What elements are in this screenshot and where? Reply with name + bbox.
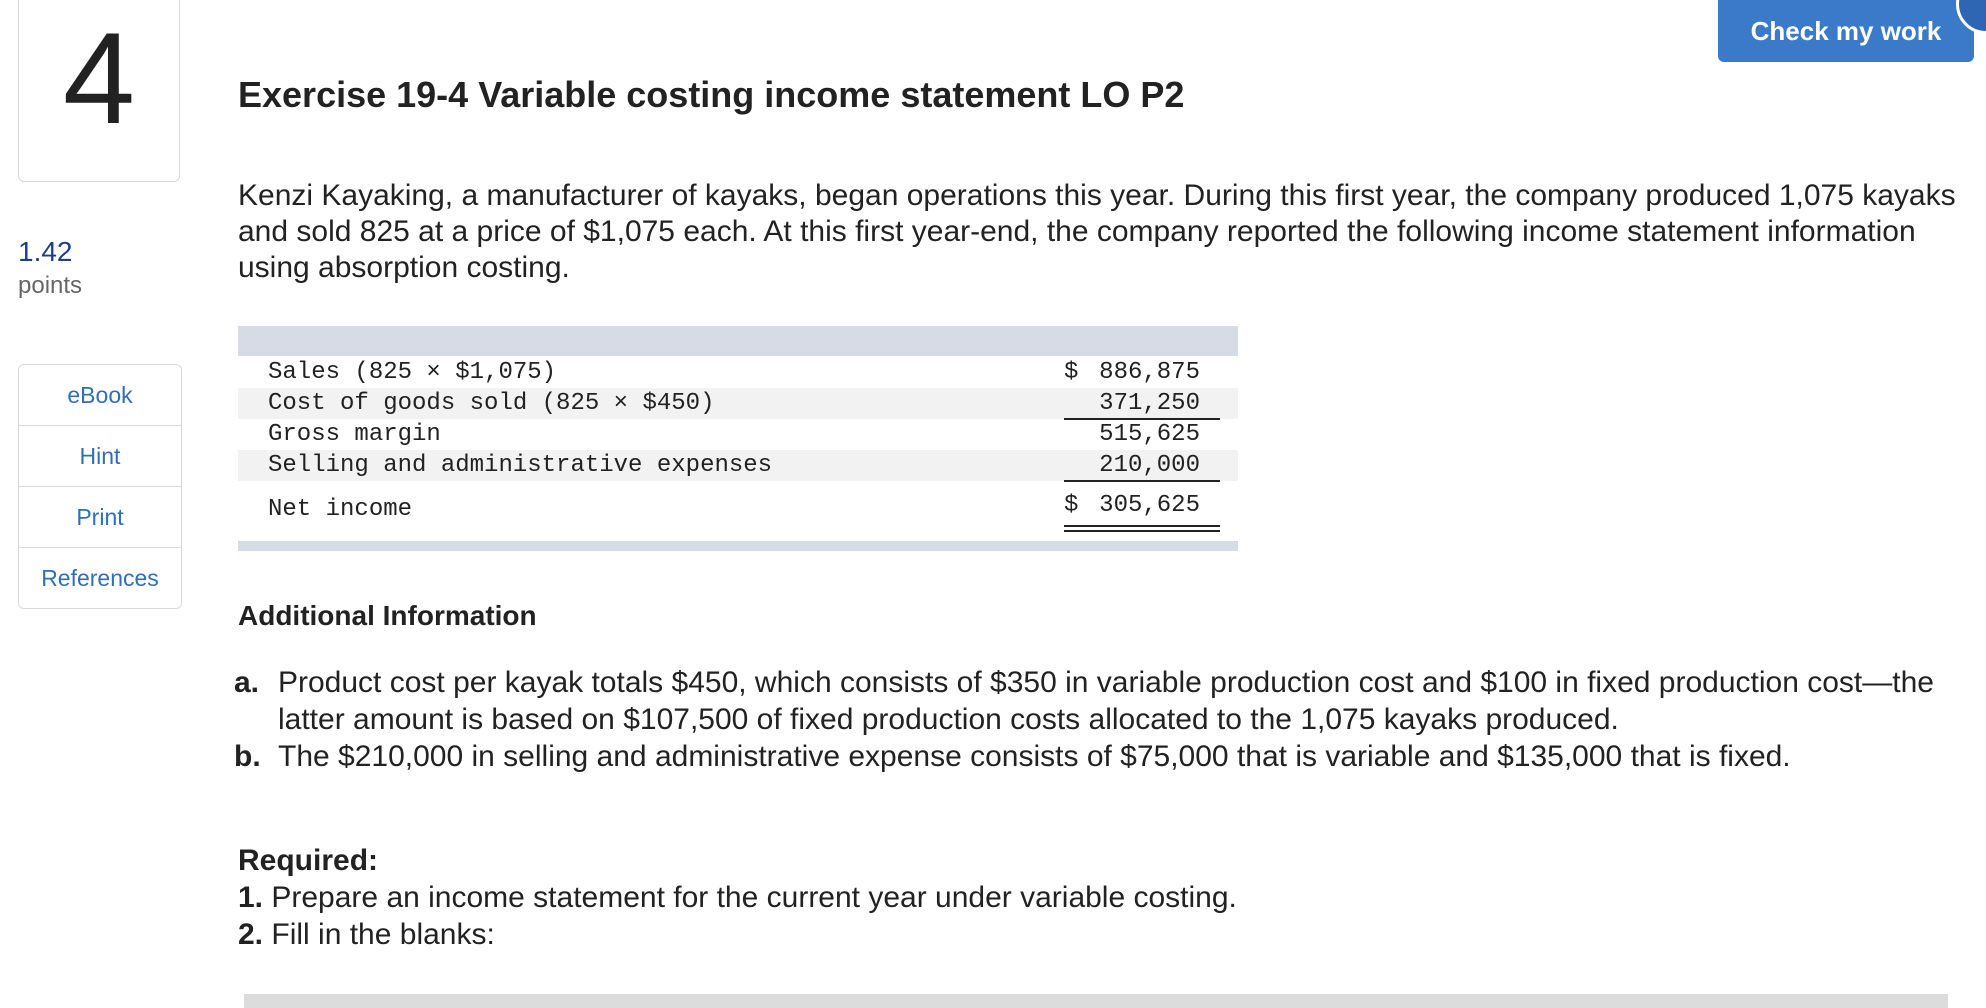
additional-info-heading: Additional Information <box>238 600 537 631</box>
print-link[interactable]: Print <box>19 486 181 547</box>
statement-label: Gross margin <box>268 421 441 448</box>
statement-amount: 371,250 <box>1099 390 1200 417</box>
exercise-title: Exercise 19-4 Variable costing income statement LO P2 <box>238 74 1185 115</box>
statement-amount: 305,625 <box>1099 492 1200 519</box>
next-section-bar <box>244 994 1948 1008</box>
required-item <box>238 879 1237 916</box>
statement-footer-bar <box>238 541 1238 551</box>
total-double-rule <box>1064 525 1220 527</box>
tools-panel <box>18 364 182 609</box>
question-number: 4 <box>62 5 136 151</box>
statement-amount: 515,625 <box>1099 421 1200 448</box>
question-number-box <box>18 0 180 182</box>
statement-amount: 210,000 <box>1099 452 1200 479</box>
item-marker: 1. <box>238 881 264 914</box>
currency-symbol: $ <box>1064 359 1079 386</box>
item-marker: b. <box>234 740 261 773</box>
statement-row-cogs <box>238 388 1238 419</box>
total-double-rule <box>1064 530 1220 532</box>
additional-info-item <box>234 664 1974 738</box>
statement-row-net-income <box>238 485 1238 535</box>
required-item <box>238 916 1237 953</box>
item-text: The $210,000 in selling and administrative expense consists of $75,000 that is variable and $135,000 that is fixed. <box>278 740 1791 773</box>
statement-row-sales <box>238 357 1238 388</box>
statement-amount: 886,875 <box>1099 359 1200 386</box>
statement-row-selling-admin <box>238 450 1238 481</box>
additional-info-list <box>234 664 1974 775</box>
required-section <box>238 842 1237 953</box>
income-statement <box>238 357 1238 535</box>
item-marker: 2. <box>238 918 264 951</box>
statement-row-gross-margin <box>238 419 1238 450</box>
statement-label: Cost of goods sold (825 × $450) <box>268 390 715 417</box>
statement-header-bar <box>238 326 1238 356</box>
item-marker: a. <box>234 666 260 699</box>
statement-label: Net income <box>268 496 413 523</box>
statement-label: Selling and administrative expenses <box>268 452 773 479</box>
statement-label: Sales (825 × $1,075) <box>268 359 557 386</box>
points-label: points <box>18 272 83 299</box>
hint-link[interactable]: Hint <box>19 425 181 486</box>
item-text: Product cost per kayak totals $450, which consists of $350 in variable production cost and $100 in fixed production cost—the latter amount is based on $107,500 of fixed production costs allocated to the 1,075 kayaks produced. <box>278 666 1934 736</box>
additional-info-item <box>234 738 1974 775</box>
points-value: 1.42 <box>18 236 73 267</box>
currency-symbol: $ <box>1064 492 1079 519</box>
check-my-work-button[interactable]: Check my work <box>1718 0 1974 62</box>
references-link[interactable]: References <box>19 547 181 608</box>
required-heading: Required: <box>238 844 379 877</box>
item-text: Fill in the blanks: <box>271 918 495 951</box>
intro-paragraph: Kenzi Kayaking, a manufacturer of kayaks, began operations this year. During this first year, the company produced 1,075 kayaks and sold 825 at a price of $1,075 each. At this first year-end, the company reported the following income statement information using absorption costing. <box>238 179 1956 284</box>
item-text: Prepare an income statement for the current year under variable costing. <box>271 881 1237 914</box>
ebook-link[interactable]: eBook <box>67 382 133 408</box>
